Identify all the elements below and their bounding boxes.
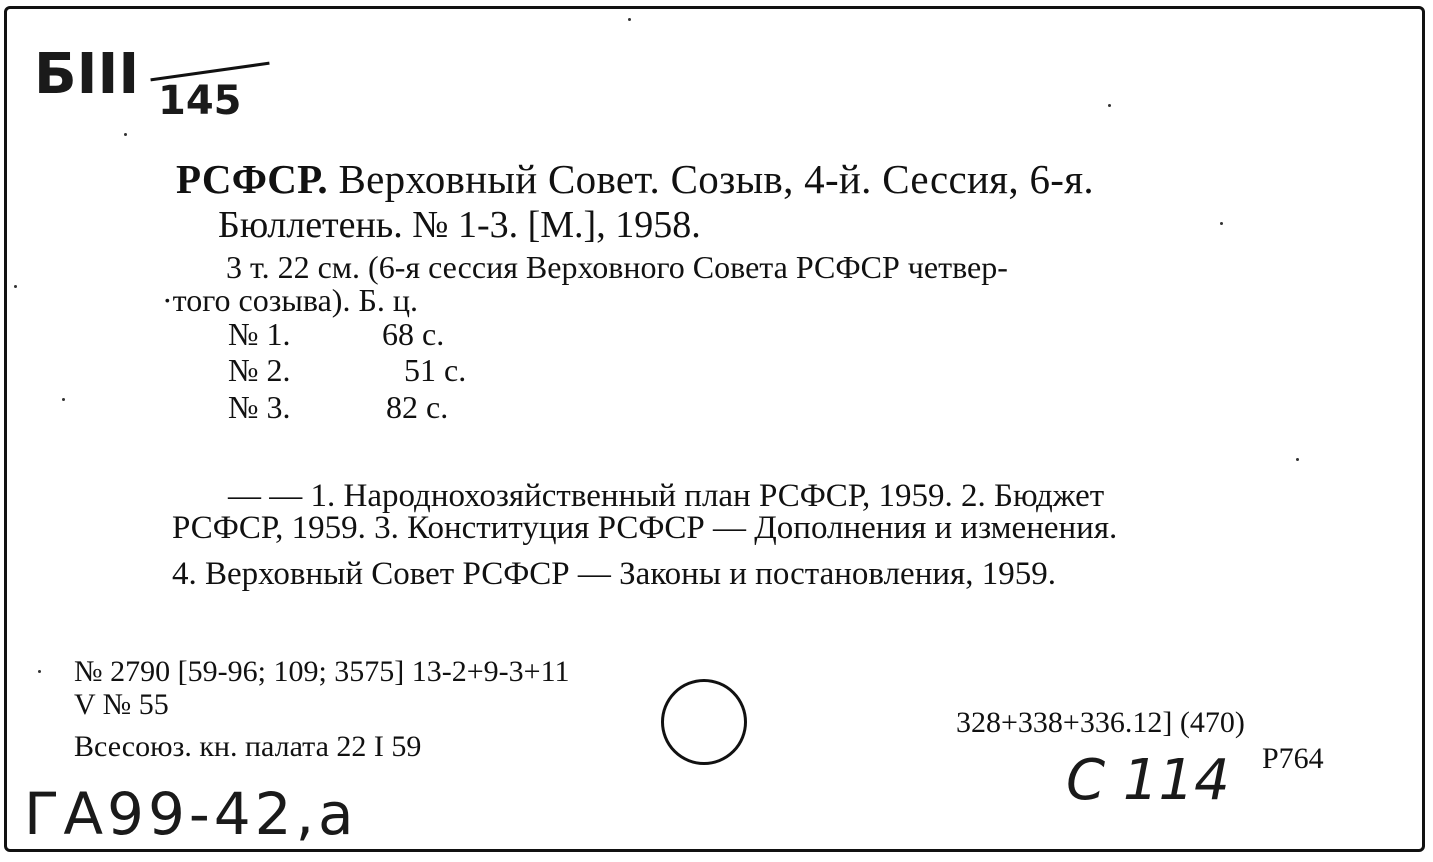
- classification-index: 328+338+336.12] (470): [956, 706, 1245, 739]
- issue-number: № 2.: [228, 352, 291, 388]
- registration-number: № 2790 [59-96; 109; 3575] 13-2+9-3+11: [74, 655, 570, 688]
- entry-heading: [176, 155, 1094, 203]
- scan-dot: [38, 670, 41, 673]
- chamber-stamp: Всесоюз. кн. палата 22 I 59: [74, 730, 422, 763]
- issue-number: № 1.: [228, 316, 291, 352]
- handwritten-shelf-code: С 114: [1066, 748, 1230, 813]
- scan-dot: [14, 285, 17, 288]
- scan-dot: [1220, 222, 1223, 225]
- scan-dot: [62, 398, 65, 401]
- issue-pages: 51 с.: [404, 352, 467, 388]
- issue-pages: 82 с.: [386, 389, 449, 425]
- series-line: ·того созыва). Б. ц.: [162, 282, 418, 318]
- subject-line: — — 1. Народнохозяйственный план РСФСР, 1959. 2. Бюджет: [228, 478, 1105, 514]
- heading-text: Верховный Совет. Созыв, 4-й. Сессия, 6-я.: [338, 156, 1094, 202]
- subject-line: 4. Верховный Совет РСФСР — Законы и постановления, 1959.: [172, 556, 1056, 592]
- physical-description-line: 3 т. 22 см. (6-я сессия Верховного Совета РСФСР четвер-: [226, 249, 1008, 285]
- issue-pages: 68 с.: [382, 316, 445, 352]
- handwritten-shelf-number: 145: [158, 78, 242, 124]
- handwritten-inventory-code: ГА99-42,а: [24, 780, 358, 848]
- subject-line: РСФСР, 1959. 3. Конституция РСФСР — Дополнения и изменения.: [172, 510, 1118, 546]
- volume-number: V № 55: [74, 688, 169, 721]
- entry-title-line: Бюллетень. № 1-3. [М.], 1958.: [218, 204, 701, 246]
- scan-dot: [1108, 104, 1111, 107]
- heading-lead: РСФСР.: [176, 156, 328, 202]
- circle-mark: [661, 679, 747, 765]
- handwritten-shelf-mark: БIII: [34, 42, 140, 107]
- scan-dot: [628, 18, 631, 21]
- scan-dot: [124, 133, 127, 136]
- issue-number: № 3.: [228, 389, 291, 425]
- cutter-number: Р764: [1262, 742, 1324, 775]
- scan-dot: [1296, 458, 1299, 461]
